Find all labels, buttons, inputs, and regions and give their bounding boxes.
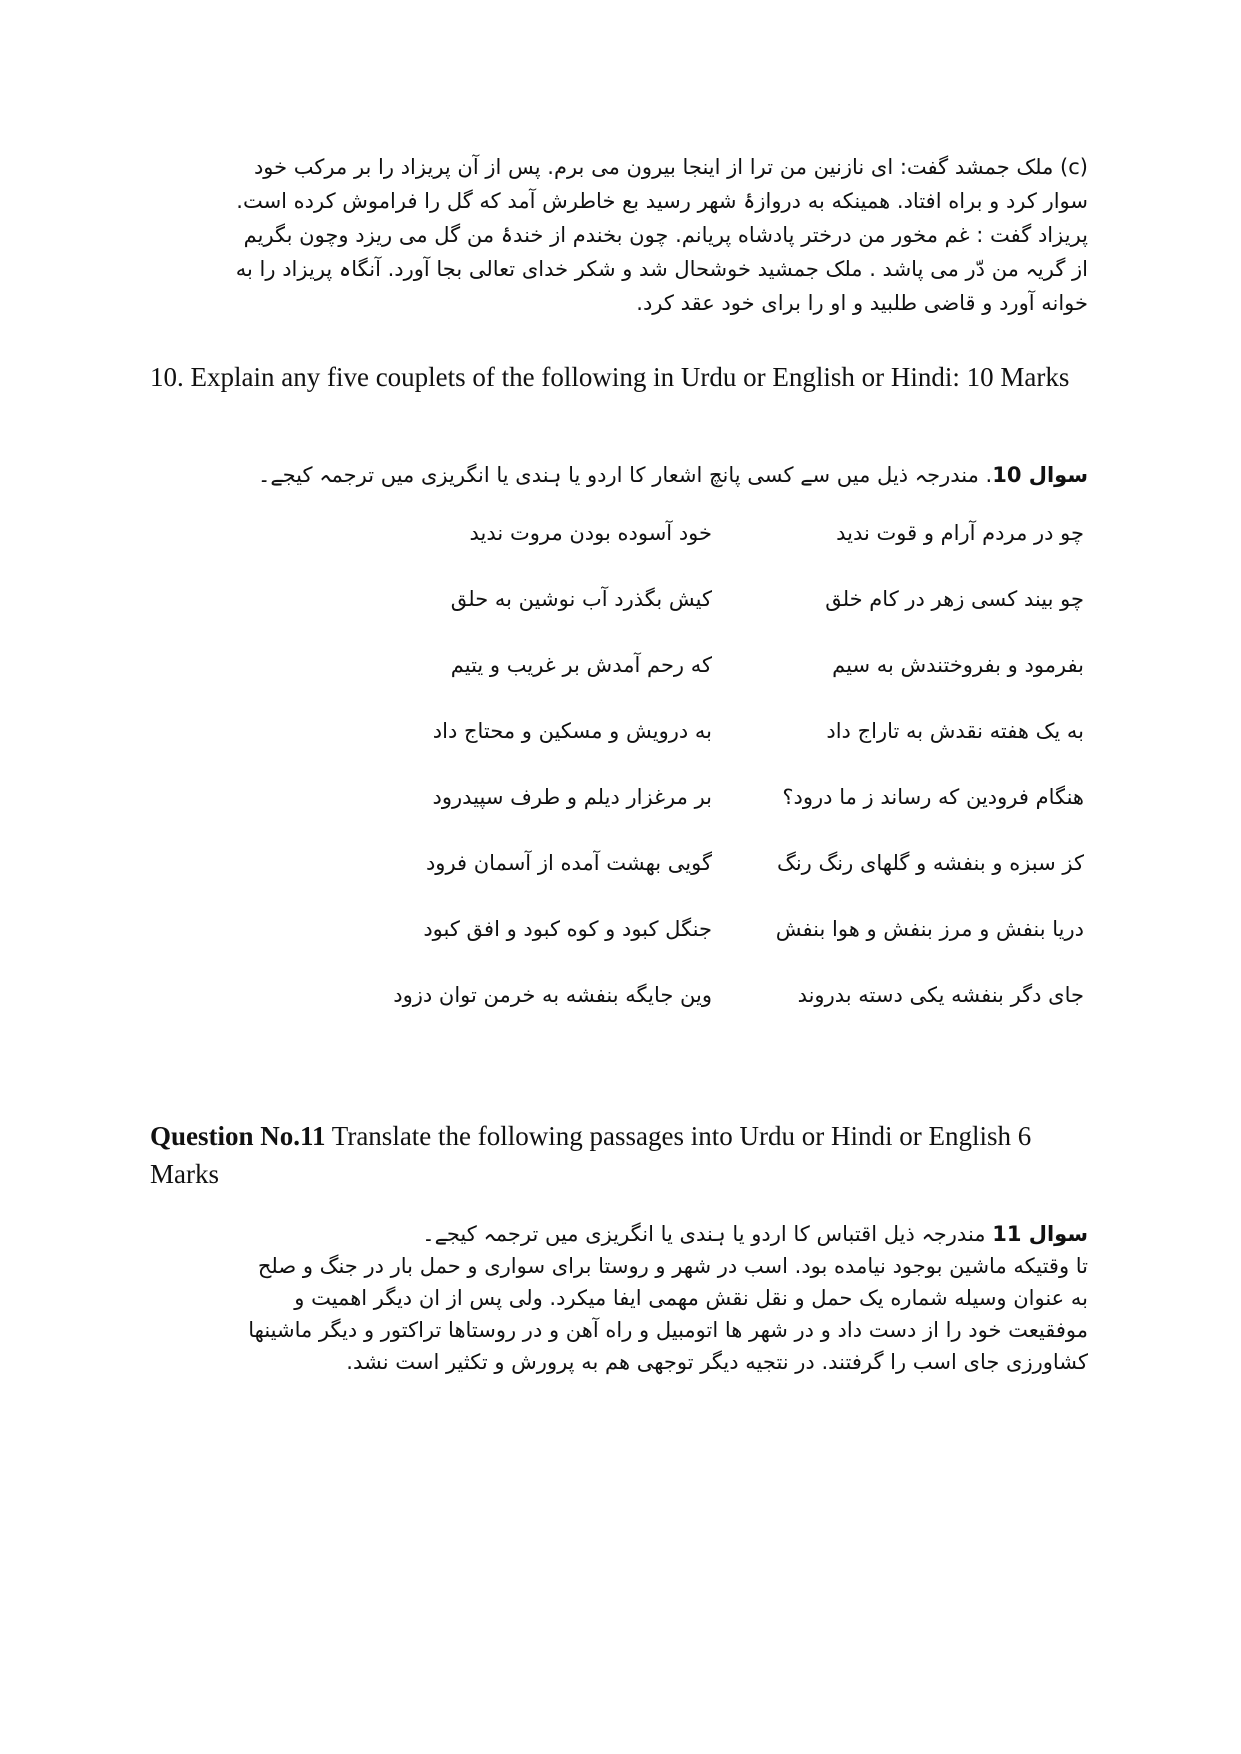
question-11-english <box>150 1117 1090 1193</box>
couplet-first-line: چو در مردم آرام و قوت ندید <box>836 521 1084 545</box>
question-10-urdu-text: . مندرجہ ذیل میں سے کسی پانچ اشعار کا اردو یا ہندی یا انگریزی میں ترجمہ کیجے۔ <box>258 463 993 487</box>
couplet <box>150 846 1090 912</box>
couplet-first-line: چو بیند کسی زهر در کام خلق <box>825 587 1084 611</box>
couplet-second-line: گویی بهشت آمده از آسمان فرود <box>425 851 712 875</box>
question-11-passage <box>150 1250 1088 1378</box>
couplet-second-line: خود آسوده بودن مروت ندید <box>469 521 712 545</box>
couplet-second-line: به درویش و مسکین و محتاج داد <box>432 719 712 743</box>
question-11-label: Question No.11 <box>150 1121 326 1151</box>
couplet-first-line: دریا بنفش و مرز بنفش و هوا بنفش <box>775 917 1084 941</box>
passage-c <box>150 150 1088 320</box>
couplet-list <box>150 516 1090 1044</box>
question-10-urdu <box>150 458 1088 492</box>
passage-line: تا وقتیکه ماشین بوجود نیامده بود. اسب در شهر و روستا برای سواری و حمل بار در جنگ و صلح <box>257 1254 1088 1278</box>
couplet-second-line: بر مرغزار دیلم و طرف سپیدرود <box>432 785 712 809</box>
passage-line: پریزاد گفت : غم مخور من درختر پادشاه پریانم. چون بخندم از خندۂ من گل می ریزد وچون بگریم <box>243 223 1088 247</box>
couplet-first-line: هنگام فرودین که رساند ز ما درود؟ <box>782 785 1084 809</box>
question-11-english-text: Translate the following passages into Urdu or Hindi or English 6 Marks <box>150 1121 1032 1189</box>
couplet-second-line: وین جایگه بنفشه به خرمن توان دزود <box>393 983 712 1007</box>
couplet-first-line: جای دگر بنفشه یکی دسته بدروند <box>797 983 1084 1007</box>
passage-line: به عنوان وسیله شماره یک حمل و نقل نقش مهمی ایفا میکرد. ولی پس از ان دیگر اهمیت و <box>294 1286 1088 1310</box>
couplet-second-line: جنگل کبود و کوه کبود و افق کبود <box>423 917 712 941</box>
couplet <box>150 582 1090 648</box>
passage-line: خوانه آورد و قاضی طلبید و او را برای خود عقد کرد. <box>636 291 1088 315</box>
passage-line: (c) ملک جمشد گفت: ای نازنین من ترا از اینجا بیرون می برم. پس از آن پریزاد را بر مرکب خود <box>253 155 1088 179</box>
couplet <box>150 912 1090 978</box>
passage-line: موفقیعت خود را از دست داد و در شهر ها اتومبیل و راه آهن و در روستاها تراکتور و دیگر ماشینها <box>248 1318 1088 1342</box>
couplet <box>150 648 1090 714</box>
couplet-first-line: بفرمود و بفروختندش به سیم <box>832 653 1084 677</box>
question-11-urdu-label: سوال 11 <box>992 1222 1088 1246</box>
couplet-second-line: که رحم آمدش بر غریب و یتیم <box>450 653 712 677</box>
passage-line: از گریہ من دّر می پاشد . ملک جمشید خوشحال شد و شکر خدای تعالی بجا آورد. آنگاہ پریزاد را به <box>235 257 1088 281</box>
question-11-urdu-text: مندرجہ ذیل اقتباس کا اردو یا ہندی یا انگریزی میں ترجمہ کیجے۔ <box>422 1222 993 1246</box>
couplet <box>150 780 1090 846</box>
question-11-urdu <box>150 1218 1088 1250</box>
question-10-english: 10. Explain any five couplets of the following in Urdu or English or Hindi: 10 Marks <box>150 362 1070 392</box>
couplet <box>150 714 1090 780</box>
couplet <box>150 516 1090 582</box>
couplet <box>150 978 1090 1044</box>
couplet-first-line: کز سبزه و بنفشه و گلهای رنگ رنگ <box>777 851 1084 875</box>
passage-line: کشاورزی جای اسب را گرفتند. در نتجیه دیگر توجهی هم به پرورش و تکثیر است نشد. <box>346 1350 1088 1374</box>
couplet-second-line: کیش بگذرد آب نوشین به حلق <box>450 587 712 611</box>
couplet-first-line: به یک هفته نقدش به تاراج داد <box>826 719 1084 743</box>
question-10-urdu-label: سوال 10 <box>992 463 1088 487</box>
passage-line: سوار کرد و براه افتاد. همینکه به دروازۂ شهر رسید بع خاطرش آمد که گل را فراموش کرده است. <box>236 189 1088 213</box>
